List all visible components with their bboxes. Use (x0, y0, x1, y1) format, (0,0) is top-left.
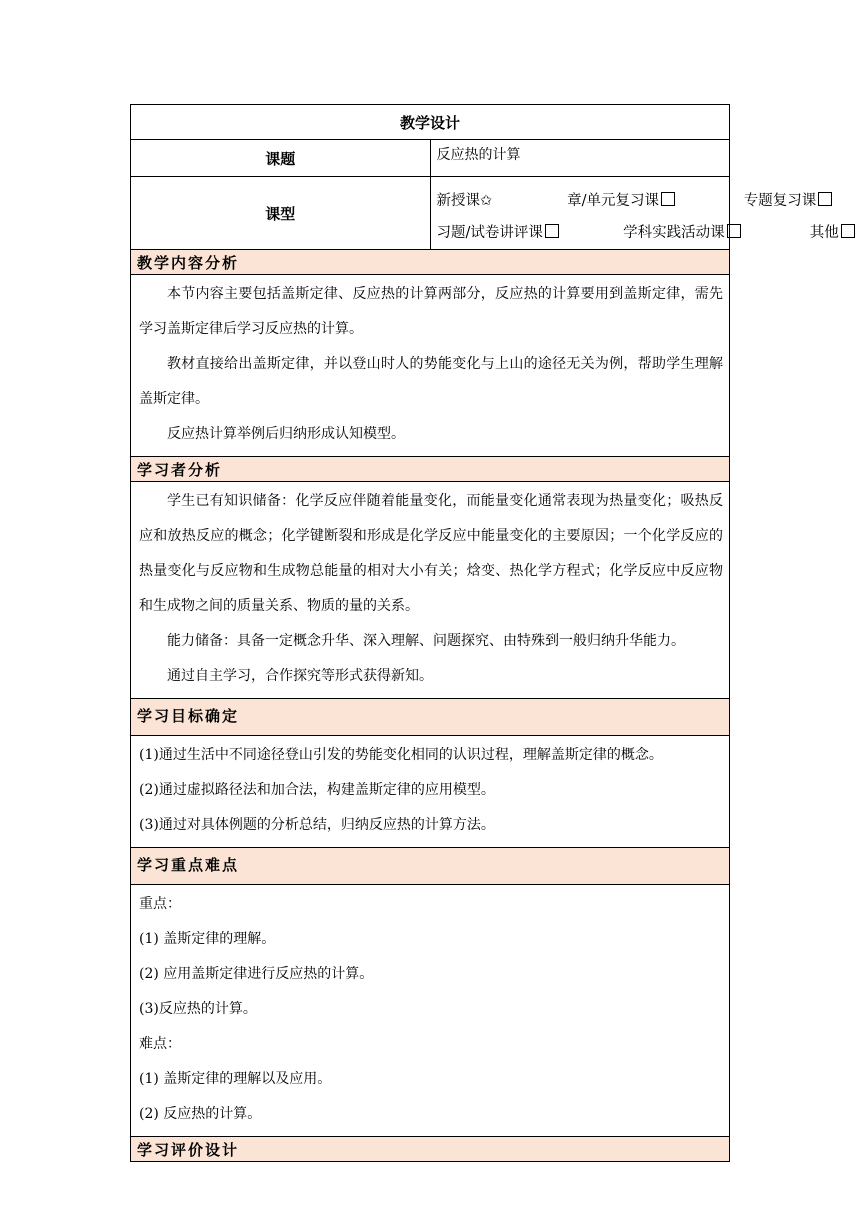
key-point-line: (1) 盖斯定律的理解以及应用。 (139, 1071, 332, 1087)
option-unit-review[interactable] (567, 185, 739, 217)
option-new-lesson[interactable] (437, 185, 563, 217)
topic-label: 课题 (131, 140, 431, 177)
checkbox[interactable] (818, 192, 832, 206)
lesson-plan-table (130, 104, 839, 1162)
objective-item: (1)通过生活中不同途径登山引发的势能变化相同的认识过程，理解盖斯定律的概念。 (139, 747, 663, 763)
checkbox[interactable] (545, 224, 559, 238)
content-analysis-body (131, 275, 730, 457)
option-topic-review[interactable] (744, 185, 833, 217)
paragraph: 能力储备：具备一定概念升华、深入理解、问题探究、由特殊到一般归纳升华能力。 (167, 633, 685, 649)
learner-analysis-body (131, 482, 730, 699)
option-label: 新授课✩ (436, 193, 493, 209)
option-other[interactable] (810, 217, 855, 249)
key-point-line: (2) 应用盖斯定律进行反应热的计算。 (139, 966, 374, 982)
lesson-plan-document (130, 104, 839, 1162)
lesson-type-row-2 (436, 217, 839, 249)
checkbox[interactable] (841, 224, 855, 238)
objectives-heading: 学习目标确定 (131, 699, 730, 736)
key-points-heading: 学习重点难点 (131, 848, 730, 885)
key-points-body (131, 885, 730, 1137)
objective-item: (3)通过对具体例题的分析总结，归纳反应热的计算方法。 (139, 817, 495, 833)
lesson-type-row-1 (436, 185, 817, 217)
option-label: 章/单元复习课 (567, 193, 659, 209)
option-practice-activity[interactable] (623, 217, 805, 249)
content-analysis-heading: 教学内容分析 (131, 250, 730, 275)
document-title: 教学设计 (131, 105, 730, 140)
option-label: 习题/试卷讲评课 (436, 225, 543, 241)
key-point-line: (2) 反应热的计算。 (139, 1106, 262, 1122)
key-point-line: (3)反应热的计算。 (139, 1001, 257, 1017)
key-point-line: 重点： (139, 896, 181, 912)
objectives-body (131, 736, 730, 848)
paragraph: 反应热计算举例后归纳形成认知模型。 (167, 426, 405, 442)
paragraph: 学生已有知识储备：化学反应伴随着能量变化，而能量变化通常表现为热量变化；吸热反应和放热反应的概念；化学键断裂和形成是化学反应中能量变化的主要原因；一个化学反应的热量变化与反应物和生成物总能量的相对大小有关；焓变、热化学方程式；化学反应中反应物和生成物之间的质量关系、物质的量的关系。 (139, 493, 723, 614)
key-point-line: 难点： (139, 1036, 181, 1052)
checkbox[interactable] (661, 192, 675, 206)
option-label: 学科实践活动课 (623, 225, 725, 241)
key-point-line: (1) 盖斯定律的理解。 (139, 931, 276, 947)
objective-item: (2)通过虚拟路径法和加合法，构建盖斯定律的应用模型。 (139, 782, 495, 798)
evaluation-heading: 学习评价设计 (131, 1137, 730, 1162)
option-label: 专题复习课 (743, 193, 817, 209)
paragraph: 教材直接给出盖斯定律，并以登山时人的势能变化与上山的途径无关为例，帮助学生理解盖斯定律。 (139, 356, 723, 407)
paragraph: 本节内容主要包括盖斯定律、反应热的计算两部分，反应热的计算要用到盖斯定律，需先学习盖斯定律后学习反应热的计算。 (139, 286, 723, 337)
learner-analysis-heading: 学习者分析 (131, 457, 730, 482)
option-label: 其他 (809, 225, 839, 241)
lesson-type-label: 课型 (131, 177, 431, 250)
option-exercise-review[interactable] (437, 217, 619, 249)
lesson-type-options (430, 177, 839, 250)
paragraph: 通过自主学习，合作探究等形式获得新知。 (167, 668, 433, 684)
topic-value: 反应热的计算 (430, 140, 730, 177)
checkbox[interactable] (727, 224, 741, 238)
